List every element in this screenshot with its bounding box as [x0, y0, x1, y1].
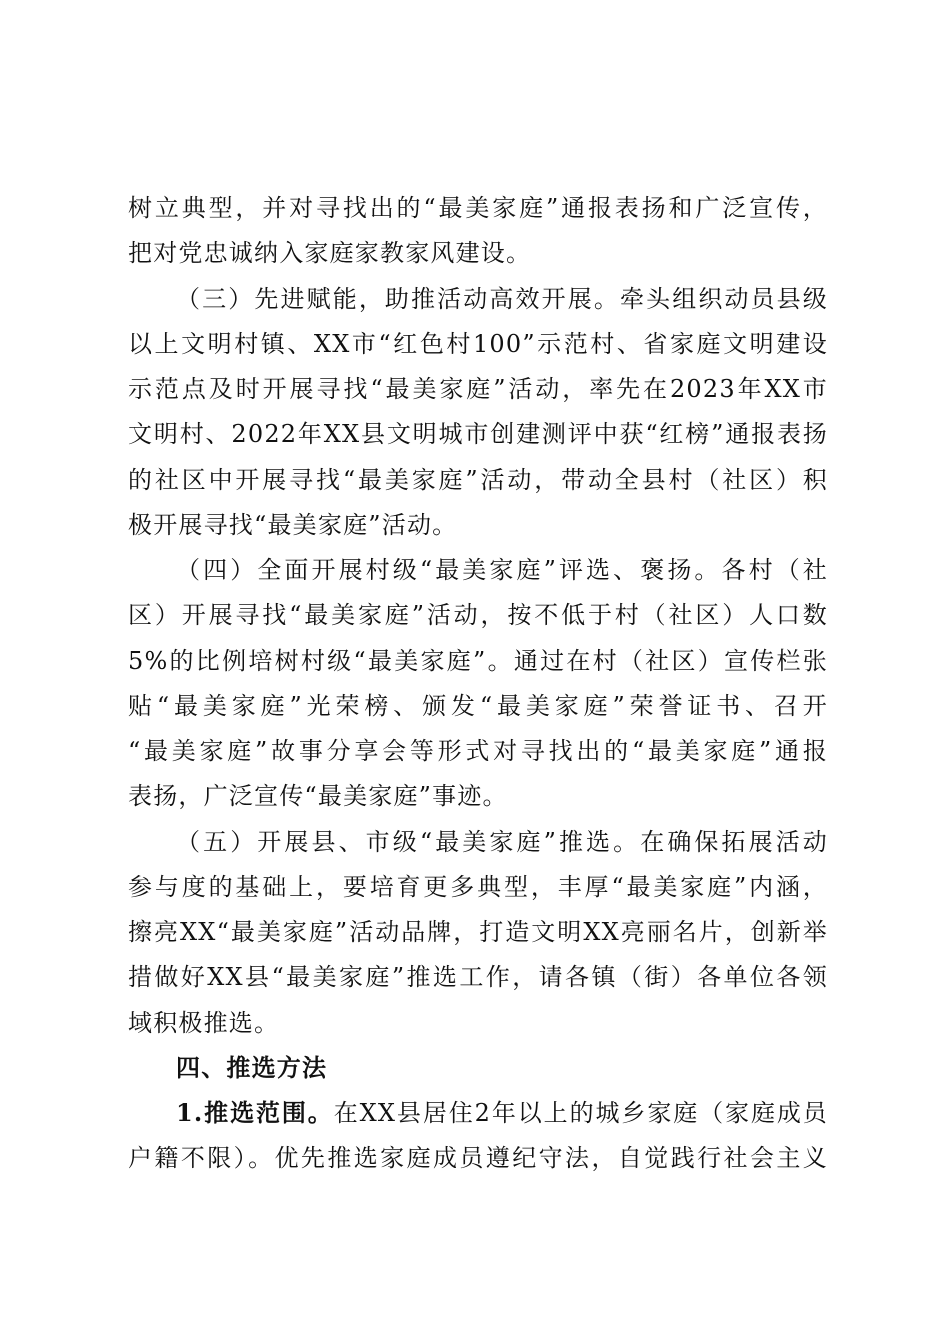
paragraph-line: 贴“最美家庭”光荣榜、颁发“最美家庭”荣誉证书、召开 [128, 692, 828, 720]
paragraph-line: 户籍不限）。优先推选家庭成员遵纪守法，自觉践行社会主义 [128, 1144, 828, 1172]
paragraph-line: 示范点及时开展寻找“最美家庭”活动，率先在2023年XX市 [128, 375, 828, 403]
paragraph-line: 域积极推选。 [128, 1009, 280, 1037]
paragraph-line: （五）开展县、市级“最美家庭”推选。在确保拓展活动 [176, 828, 828, 856]
paragraph-line: 区）开展寻找“最美家庭”活动，按不低于村（社区）人口数 [128, 601, 828, 629]
paragraph-line: 参与度的基础上，要培育更多典型，丰厚“最美家庭”内涵， [128, 873, 828, 901]
paragraph-line: 的社区中开展寻找“最美家庭”活动，带动全县村（社区）积 [128, 466, 828, 494]
paragraph-line: 把对党忠诚纳入家庭家教家风建设。 [128, 239, 532, 267]
paragraph-line: 擦亮XX“最美家庭”活动品牌，打造文明XX亮丽名片，创新举 [128, 918, 828, 946]
paragraph-line: 以上文明村镇、XX市“红色村100”示范村、省家庭文明建设 [128, 330, 828, 358]
paragraph-line: 表扬，广泛宣传“最美家庭”事迹。 [128, 782, 508, 810]
item-title: 1.推选范围。 [176, 1098, 334, 1127]
paragraph-line: “最美家庭”故事分享会等形式对寻找出的“最美家庭”通报 [128, 737, 828, 765]
paragraph-line: （四）全面开展村级“最美家庭”评选、褒扬。各村（社 [176, 556, 828, 584]
paragraph-line: 5%的比例培树村级“最美家庭”。通过在村（社区）宣传栏张 [128, 647, 828, 675]
item-line [176, 1095, 828, 1131]
paragraph-line: 树立典型，并对寻找出的“最美家庭”通报表扬和广泛宣传， [128, 194, 828, 222]
paragraph-line: 文明村、2022年XX县文明城市创建测评中获“红榜”通报表扬 [128, 420, 828, 448]
paragraph-line: 极开展寻找“最美家庭”活动。 [128, 511, 458, 539]
item-text: 在XX县居住2年以上的城乡家庭（家庭成员 [333, 1099, 828, 1127]
paragraph-line: （三）先进赋能，助推活动高效开展。牵头组织动员县级 [176, 285, 828, 313]
paragraph-line: 措做好XX县“最美家庭”推选工作，请各镇（街）各单位各领 [128, 963, 828, 991]
section-heading: 四、推选方法 [176, 1054, 328, 1082]
